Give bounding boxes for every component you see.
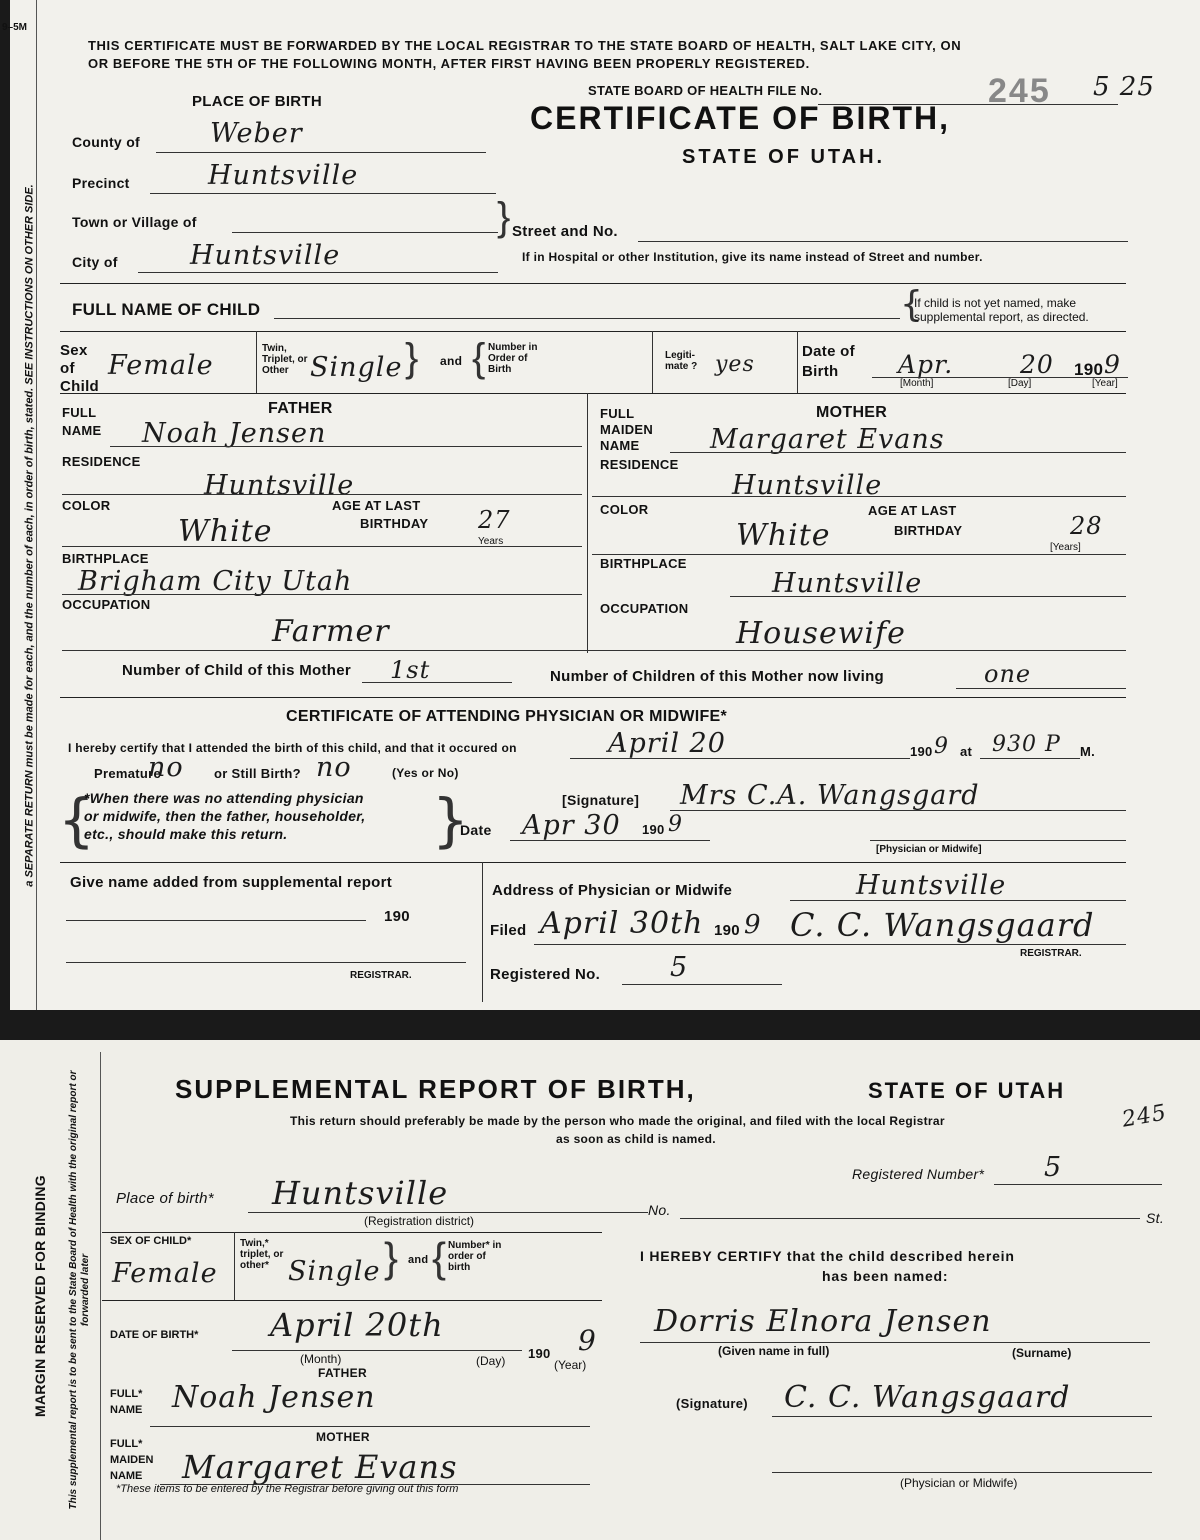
mother-maiden-name-label: FULL MAIDEN NAME [600, 406, 654, 453]
sex-label: Sex of Child [60, 342, 99, 395]
registered-value: 5 [670, 952, 689, 983]
father-age: 27 [478, 506, 511, 534]
file-no-stamp: 245 [988, 72, 1051, 110]
city-value: Huntsville [190, 240, 341, 271]
dob-year: 9 [1104, 350, 1121, 379]
sex-value: Female [108, 350, 214, 381]
registrar-label-right: REGISTRAR. [1020, 948, 1082, 959]
precinct-value: Huntsville [208, 160, 359, 191]
margin-note: a SEPARATE RETURN must be made for each, and the number of each, in order of birth, stated. SEE INSTRUCTIONS ON OTHER SIDE. [23, 184, 36, 887]
supp-and-label: and [408, 1254, 429, 1266]
no-physician-note-2: or midwife, then the father, householder, [84, 808, 366, 824]
supp-sex-value: Female [112, 1258, 218, 1289]
m-label: M. [1080, 744, 1096, 759]
mother-age: 28 [1070, 512, 1103, 540]
supp-footnote: *These items to be entered by the Registrar before giving out this form [116, 1483, 459, 1495]
father-color-label: COLOR [62, 498, 111, 513]
legit-value: yes [715, 352, 755, 377]
supp-certify-2: has been named: [822, 1268, 949, 1284]
father-age-label-2: BIRTHDAY [360, 516, 429, 531]
supp-name-label: Give name added from supplemental report [70, 874, 393, 891]
header-line-1: THIS CERTIFICATE MUST BE FORWARDED BY THE LOCAL REGISTRAR TO THE STATE BOARD OF HEALTH, SALT LAKE CITY, ON [88, 38, 962, 53]
town-label: Town or Village of [72, 214, 197, 230]
child-name-label: FULL NAME OF CHILD [72, 300, 261, 319]
mother-residence-label: RESIDENCE [600, 457, 679, 472]
supp-twin-value: Single [288, 1256, 381, 1287]
child-number-value: 1st [390, 656, 431, 684]
supp-physician-label: (Physician or Midwife) [900, 1476, 1018, 1490]
supp-father-name-label: FULL* NAME [110, 1388, 143, 1416]
signature-value: Mrs C.A. Wangsgard [680, 780, 980, 811]
filed-registrar-signature: C. C. Wangsgaard [790, 906, 1095, 944]
order-label: Number in Order of Birth [488, 342, 538, 375]
supp-maiden-label: FULL* MAIDEN NAME [110, 1438, 154, 1482]
precinct-label: Precinct [72, 175, 130, 191]
twin-label: Twin, Triplet, or Other [262, 343, 308, 376]
no-physician-note-1: *When there was no attending physician [84, 790, 364, 806]
physician-or-midwife-label: [Physician or Midwife] [876, 844, 982, 855]
supp-title-state: STATE OF UTAH [868, 1078, 1066, 1103]
supp-mother-heading: MOTHER [316, 1430, 370, 1444]
father-occupation: Farmer [272, 614, 390, 649]
supp-order-label: Number* in order of birth [448, 1240, 502, 1273]
dob-day-label: [Day] [1008, 378, 1032, 389]
twin-value: Single [310, 352, 403, 383]
supp-father-name: Noah Jensen [172, 1380, 376, 1415]
mother-age-label-1: AGE AT LAST [868, 503, 957, 518]
supp-dob-value: April 20th [270, 1306, 444, 1344]
address-label: Address of Physician or Midwife [492, 882, 733, 899]
file-no-label: STATE BOARD OF HEALTH FILE No. [588, 83, 823, 98]
supp-given-label: (Given name in full) [718, 1344, 830, 1358]
dob-month-label: [Month] [900, 378, 934, 389]
supp-day-label: (Day) [476, 1354, 506, 1368]
physician-heading: CERTIFICATE OF ATTENDING PHYSICIAN OR MIDWIFE* [286, 708, 728, 725]
supp-registered-value: 5 [1044, 1152, 1063, 1183]
hospital-note: If in Hospital or other Institution, give its name instead of Street and number. [522, 250, 983, 264]
mother-occupation: Housewife [736, 616, 906, 651]
father-color: White [178, 514, 273, 549]
supp-registered-label: Registered Number* [852, 1166, 985, 1182]
supp-year-label: (Year) [554, 1358, 587, 1372]
certify-text: I hereby certify that I attended the birth of this child, and that it occured on [68, 741, 517, 755]
premature-value: no [148, 752, 184, 783]
mother-heading: MOTHER [816, 404, 888, 421]
mother-color-label: COLOR [600, 502, 649, 517]
registrar-label-left: REGISTRAR. [350, 970, 412, 981]
file-no-handwritten: 5 25 [1093, 72, 1155, 102]
children-living-label: Number of Children of this Mother now living [550, 668, 885, 685]
unnamed-note-1: If child is not yet named, make [914, 296, 1077, 310]
father-residence: Huntsville [204, 470, 355, 501]
stillbirth-value: no [316, 752, 352, 783]
certificate-title: CERTIFICATE OF BIRTH, [530, 100, 951, 136]
cert-time: 930 P [992, 732, 1061, 757]
supp-district-label: (Registration district) [364, 1214, 475, 1228]
supp-st-label: St. [1146, 1210, 1165, 1226]
cert-year: 9 [934, 734, 949, 759]
supp-child-name: Dorris Elnora Jensen [654, 1304, 992, 1339]
father-age-label-1: AGE AT LAST [332, 498, 421, 513]
supp-place-value: Huntsville [272, 1174, 449, 1212]
supp-intro-1: This return should preferably be made by the person who made the original, and filed with the local Registrar [290, 1114, 945, 1128]
mother-birthplace-label: BIRTHPLACE [600, 556, 687, 571]
supp-title: SUPPLEMENTAL REPORT OF BIRTH, [175, 1074, 696, 1104]
header-line-2: OR BEFORE THE 5TH OF THE FOLLOWING MONTH, AFTER FIRST HAVING BEEN PROPERLY REGISTERED. [88, 56, 810, 71]
supp-place-label: Place of birth* [116, 1190, 214, 1207]
supp-intro-2: as soon as child is named. [556, 1132, 716, 1146]
dob-year-label: [Year] [1092, 378, 1118, 389]
form-code: 9–5M [2, 22, 28, 33]
registered-label: Registered No. [490, 966, 601, 983]
supp-year-label: 190 [384, 908, 410, 925]
mother-color: White [736, 518, 831, 553]
supp-father-heading: FATHER [318, 1366, 367, 1380]
mother-years-label: [Years] [1050, 542, 1081, 553]
signature-label: [Signature] [562, 792, 640, 808]
mother-birthplace: Huntsville [772, 568, 923, 599]
cert-year-prefix: 190 [910, 744, 933, 759]
mother-residence: Huntsville [732, 470, 883, 501]
premature-label: Premature [94, 766, 162, 781]
county-value: Weber [210, 118, 303, 149]
supp-month-label: (Month) [300, 1352, 342, 1366]
stillbirth-label: or Still Birth? [214, 766, 301, 781]
date-label: Date [460, 822, 492, 838]
filed-year: 9 [744, 910, 762, 940]
supp-corner-number: 245 [1120, 1100, 1169, 1133]
yes-no-label: (Yes or No) [392, 766, 459, 780]
date-year: 9 [668, 812, 683, 837]
and-label: and [440, 354, 463, 368]
date-value: Apr 30 [522, 810, 621, 841]
cert-month-day: April 20 [608, 728, 726, 759]
name-brace: { [900, 284, 923, 325]
date-year-prefix: 190 [642, 822, 665, 837]
place-of-birth-heading: PLACE OF BIRTH [192, 93, 323, 110]
supp-signature-value: C. C. Wangsgaard [784, 1380, 1071, 1415]
supp-dob-label: DATE OF BIRTH* [110, 1329, 199, 1341]
filed-value: April 30th [540, 906, 704, 941]
birth-certificate: 9–5M a SEPARATE RETURN must be made for each, and the number of each, in order of birth, stated. SEE INSTRUCTIONS ON OTHER SIDE. THIS CERTIFICATE MUST BE FORWARDED BY THE LOCAL REGISTRAR TO THE STATE BOARD OF HEALTH, SALT LAKE CITY, ON OR BEFORE THE 5TH OF THE FOLLOWING MONTH, AFTER FIRST HAVING BEEN PROPERLY REGISTERED. STATE BOARD OF HEALTH FILE No. 245 5 25 CERTIFICATE OF BIRTH, STATE OF UTAH. PLACE OF BIRTH County of Weber Precinct Huntsville Town or Village of City of Huntsville Street and No. } If in Hospital or other Institution, give its name instead of Street and number. FULL NAME OF CHILD { If child is not yet named, make supplemental report, as directed. Sex of Child Female Twin, Triplet, or Other Single } and { Number in Order of Birth Legiti- mate ? yes Date of Birth Apr. 20 190 9 [Month] [Day] [Year] FATHER MOTHER FULL NAME Noah Jensen RESIDENCE Huntsville COLOR AGE AT LAST BIRTHDAY White 27 Years BIRTHPLACE Brigham City Utah OCCUPATION Farmer FULL MAIDEN NAME Margaret Evans RESIDENCE Huntsville COLOR AGE AT LAST BIRTHDAY White 28 [Years] BIRTHPLACE Huntsville OCCUPATION Housewife Number of Child of this Mother 1st Number of Children of this Mother now living one CERTIFICATE OF ATTENDING PHYSICIAN OR MIDWIFE* I hereby certify that I attended the birth of this child, and that it occured on April 20 190 9 at 930 P M. Premature no or Still Birth? no (Yes or No) { *When there was no attending physician or midwife, then the father, householder, etc., should make this return. } [Signature] Mrs C.A. Wangsgard Date Apr 30 190 9 [Physician or Midwife] Give name added from supplemental report 190 REGISTRAR. Address of Physician or Midwife Huntsville Filed April 30th 190 9 C. C. Wangsgaard REGISTRAR. Registered No. 5 [10, 0, 1200, 1010]
at-label: at [960, 744, 973, 759]
binding-margin-label: MARGIN RESERVED FOR BINDING [32, 1175, 48, 1417]
place-brace: } [497, 195, 511, 239]
legit-label: Legiti- mate ? [665, 350, 698, 372]
father-birthplace-label: BIRTHPLACE [62, 551, 149, 566]
supp-year-prefix: 190 [528, 1346, 551, 1361]
binding-margin-note: This supplemental report is to be sent to the State Board of Health with the original report or forwarded later [68, 1070, 91, 1510]
supp-certify-1: I HEREBY CERTIFY that the child described herein [640, 1248, 1015, 1264]
dob-month: Apr. [898, 350, 954, 379]
father-full-name-label: FULL NAME [62, 405, 102, 438]
supp-no-label: No. [648, 1202, 671, 1218]
street-label: Street and No. [512, 223, 618, 240]
filed-label: Filed [490, 922, 527, 939]
supp-surname-label: (Surname) [1012, 1346, 1072, 1360]
unnamed-note-2: supplemental report, as directed. [914, 310, 1089, 324]
address-value: Huntsville [856, 870, 1007, 901]
dob-year-prefix: 190 [1074, 360, 1104, 379]
supp-signature-label: (Signature) [676, 1396, 748, 1411]
certificate-subtitle: STATE OF UTAH. [682, 146, 886, 168]
county-label: County of [72, 134, 141, 150]
father-residence-label: RESIDENCE [62, 454, 141, 469]
supp-twin-label: Twin,* triplet, or other* [240, 1238, 284, 1271]
mother-name: Margaret Evans [710, 424, 945, 455]
dob-label: Date of Birth [802, 343, 855, 380]
father-occupation-label: OCCUPATION [62, 597, 151, 612]
father-birthplace: Brigham City Utah [78, 566, 353, 597]
mother-occupation-label: OCCUPATION [600, 601, 689, 616]
filed-year-prefix: 190 [714, 922, 740, 939]
child-number-label: Number of Child of this Mother [122, 662, 351, 679]
father-years-label: Years [478, 536, 504, 547]
no-physician-note-3: etc., should make this return. [84, 826, 288, 842]
supplemental-report: MARGIN RESERVED FOR BINDING This supplemental report is to be sent to the State Board of Health with the original report or forwarded later SUPPLEMENTAL REPORT OF BIRTH, STATE OF UTAH 245 This return should preferably be made by the person who made the original, and filed with the local Registrar as soon as child is named. Registered Number* 5 Place of birth* Huntsville (Registration district) No. St. SEX OF CHILD* Female Twin,* triplet, or other* Single } and { Number* in order of birth I HEREBY CERTIFY that the child described herein has been named: Dorris Elnora Jensen (Given name in full) (Surname) DATE OF BIRTH* April 20th (Month) (Day) 190 9 (Year) FATHER FULL* NAME Noah Jensen MOTHER FULL* MAIDEN NAME Margaret Evans *These items to be entered by the Registrar before giving out this form (Signature) C. C. Wangsgaard (Physician or Midwife) [0, 1040, 1200, 1540]
father-heading: FATHER [268, 400, 333, 417]
children-living-value: one [984, 660, 1032, 688]
mother-age-label-2: BIRTHDAY [894, 523, 963, 538]
father-name: Noah Jensen [142, 418, 327, 449]
supp-sex-label: SEX OF CHILD* [110, 1235, 192, 1247]
binding-margin-line [100, 1052, 101, 1540]
margin-line [36, 0, 37, 1010]
dob-day: 20 [1020, 350, 1054, 379]
supp-year-value: 9 [578, 1324, 597, 1357]
supp-mother-name: Margaret Evans [182, 1448, 458, 1486]
city-label: City of [72, 254, 118, 270]
